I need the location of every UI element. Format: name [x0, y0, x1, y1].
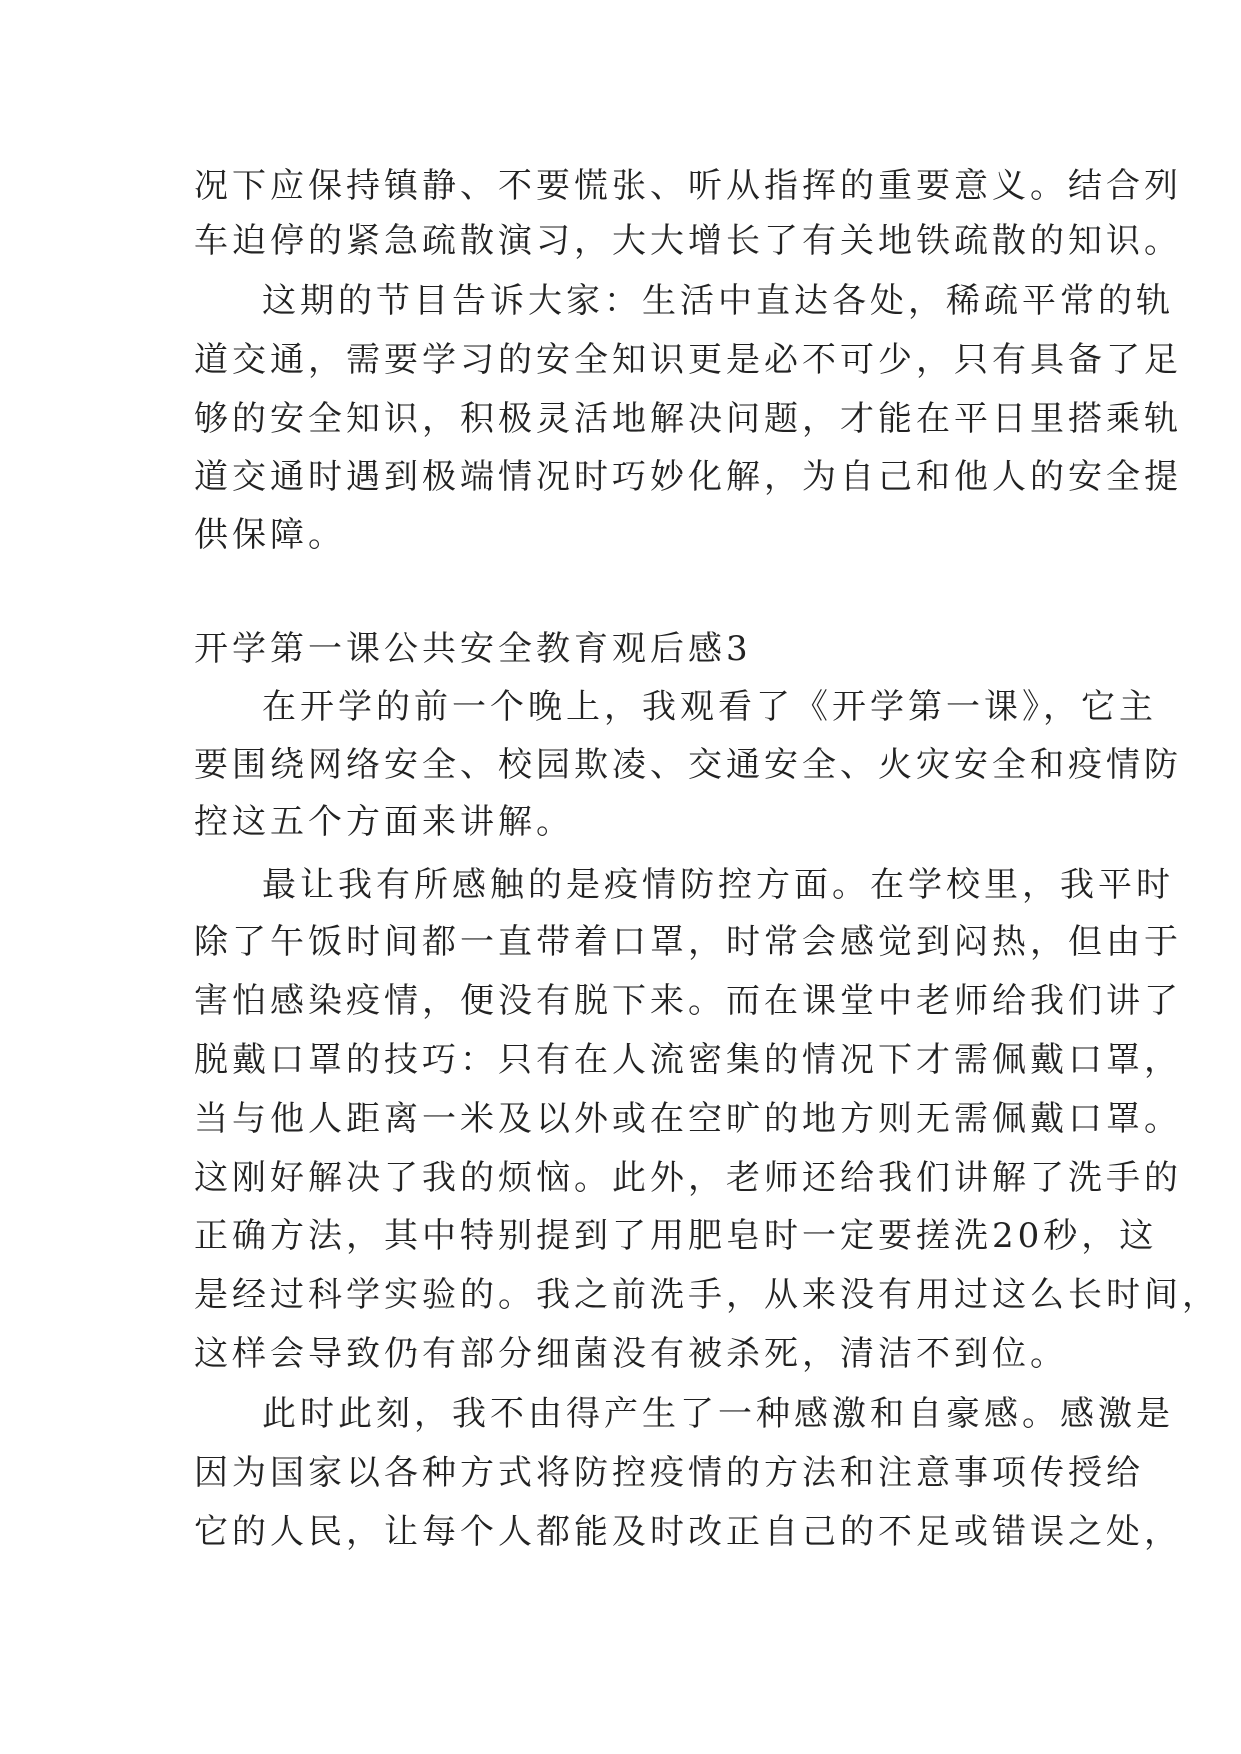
section-heading: 开学第一课公共安全教育观后感3: [194, 629, 752, 669]
paragraph-line: 正确方法，其中特别提到了用肥皂时一定要搓洗20秒，这: [194, 1216, 1158, 1256]
paragraph-line: 道交通时遇到极端情况时巧妙化解，为自己和他人的安全提: [194, 457, 1182, 497]
paragraph-line: 它的人民，让每个人都能及时改正自己的不足或错误之处，: [194, 1512, 1182, 1552]
paragraph-line: 这样会导致仍有部分细菌没有被杀死，清洁不到位。: [194, 1334, 1068, 1374]
paragraph-line: 道交通，需要学习的安全知识更是必不可少，只有具备了足: [194, 340, 1182, 380]
paragraph-line: 除了午饭时间都一直带着口罩，时常会感觉到闷热，但由于: [194, 922, 1182, 962]
paragraph-line: 要围绕网络安全、校园欺凌、交通安全、火灾安全和疫情防: [194, 745, 1182, 785]
paragraph-line: 因为国家以各种方式将防控疫情的方法和注意事项传授给: [194, 1453, 1144, 1493]
paragraph-line: 况下应保持镇静、不要慌张、听从指挥的重要意义。结合列: [194, 166, 1182, 206]
paragraph-line: 这期的节目告诉大家：生活中直达各处，稀疏平常的轨: [262, 281, 1174, 321]
paragraph-line: 害怕感染疫情，便没有脱下来。而在课堂中老师给我们讲了: [194, 981, 1182, 1021]
paragraph-line: 此时此刻，我不由得产生了一种感激和自豪感。感激是: [262, 1394, 1174, 1434]
paragraph-line: 当与他人距离一米及以外或在空旷的地方则无需佩戴口罩。: [194, 1099, 1182, 1139]
paragraph-line: 车迫停的紧急疏散演习，大大增长了有关地铁疏散的知识。: [194, 221, 1182, 261]
paragraph-line: 在开学的前一个晚上，我观看了《开学第一课》，它主: [262, 687, 1157, 727]
paragraph-line: 够的安全知识，积极灵活地解决问题，才能在平日里搭乘轨: [194, 399, 1182, 439]
paragraph-line: 控这五个方面来讲解。: [194, 802, 574, 842]
paragraph-line: 最让我有所感触的是疫情防控方面。在学校里，我平时: [262, 865, 1174, 905]
paragraph-line: 供保障。: [194, 515, 346, 555]
paragraph-line: 脱戴口罩的技巧：只有在人流密集的情况下才需佩戴口罩，: [194, 1040, 1182, 1080]
paragraph-line: 这刚好解决了我的烦恼。此外，老师还给我们讲解了洗手的: [194, 1158, 1182, 1198]
paragraph-line: 是经过科学实验的。我之前洗手，从来没有用过这么长时间，: [194, 1275, 1220, 1315]
